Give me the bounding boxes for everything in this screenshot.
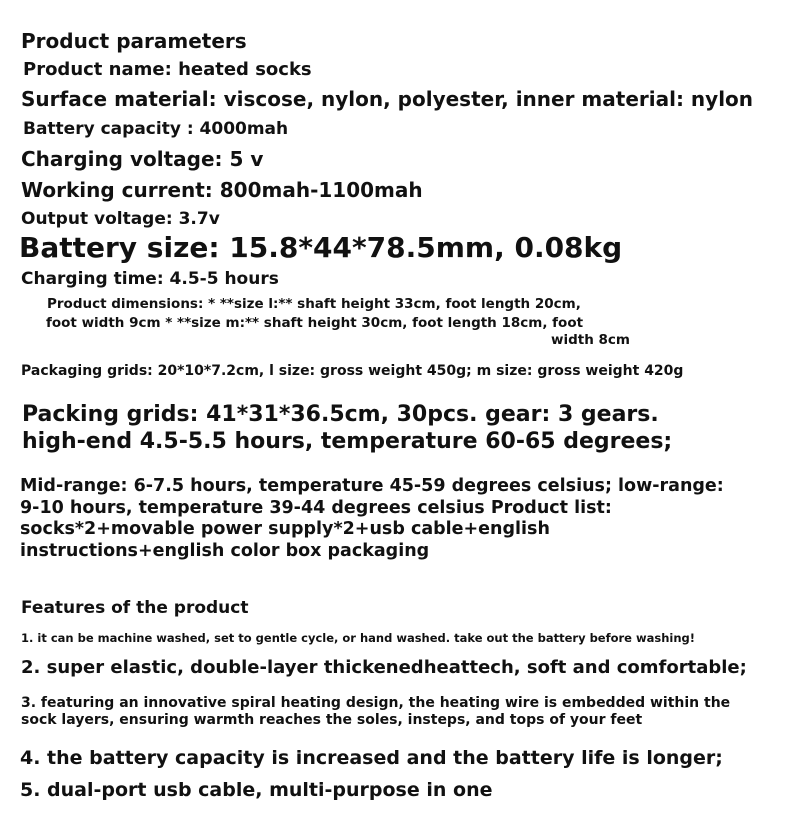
gear-line: socks*2+movable power supply*2+usb cable+english [20, 519, 550, 539]
working-current: Working current: 800mah-1100mah [21, 178, 423, 202]
battery-size: Battery size: 15.8*44*78.5mm, 0.08kg [19, 231, 623, 264]
product-name: Product name: heated socks [23, 59, 312, 80]
packaging-grids: Packaging grids: 20*10*7.2cm, l size: gross weight 450g; m size: gross weight 420g [21, 363, 684, 379]
feature-item: 2. super elastic, double-layer thickenedheattech, soft and comfortable; [21, 657, 747, 678]
packing-grids-line: high-end 4.5-5.5 hours, temperature 60-65 degrees; [22, 429, 673, 454]
feature-item: 1. it can be machine washed, set to gentle cycle, or hand washed. take out the battery before washing! [21, 631, 696, 645]
gear-line: instructions+english color box packaging [20, 541, 430, 561]
output-voltage: Output voltage: 3.7v [21, 209, 220, 229]
packing-grids-line: Packing grids: 41*31*36.5cm, 30pcs. gear: 3 gears. [22, 402, 659, 427]
features-heading: Features of the product [21, 598, 249, 618]
battery-capacity: Battery capacity : 4000mah [23, 119, 289, 139]
feature-item: 3. featuring an innovative spiral heating design, the heating wire is embedded within the [21, 695, 731, 711]
charging-time: Charging time: 4.5-5 hours [21, 269, 279, 289]
dimensions-line: width 8cm [551, 332, 630, 348]
dimensions-line: foot width 9cm * **size m:** shaft height 30cm, foot length 18cm, foot [46, 315, 584, 331]
section-heading: Product parameters [21, 29, 247, 53]
surface-material: Surface material: viscose, nylon, polyester, inner material: nylon [21, 87, 754, 111]
gear-line: 9-10 hours, temperature 39-44 degrees celsius Product list: [20, 498, 612, 518]
feature-item: sock layers, ensuring warmth reaches the soles, insteps, and tops of your feet [21, 712, 643, 728]
gear-line: Mid-range: 6-7.5 hours, temperature 45-59 degrees celsius; low-range: [20, 476, 724, 496]
feature-item: 5. dual-port usb cable, multi-purpose in one [20, 779, 493, 801]
charging-voltage: Charging voltage: 5 v [21, 147, 264, 171]
feature-item: 4. the battery capacity is increased and the battery life is longer; [20, 747, 723, 769]
dimensions-line: Product dimensions: * **size l:** shaft height 33cm, foot length 20cm, [47, 296, 581, 312]
